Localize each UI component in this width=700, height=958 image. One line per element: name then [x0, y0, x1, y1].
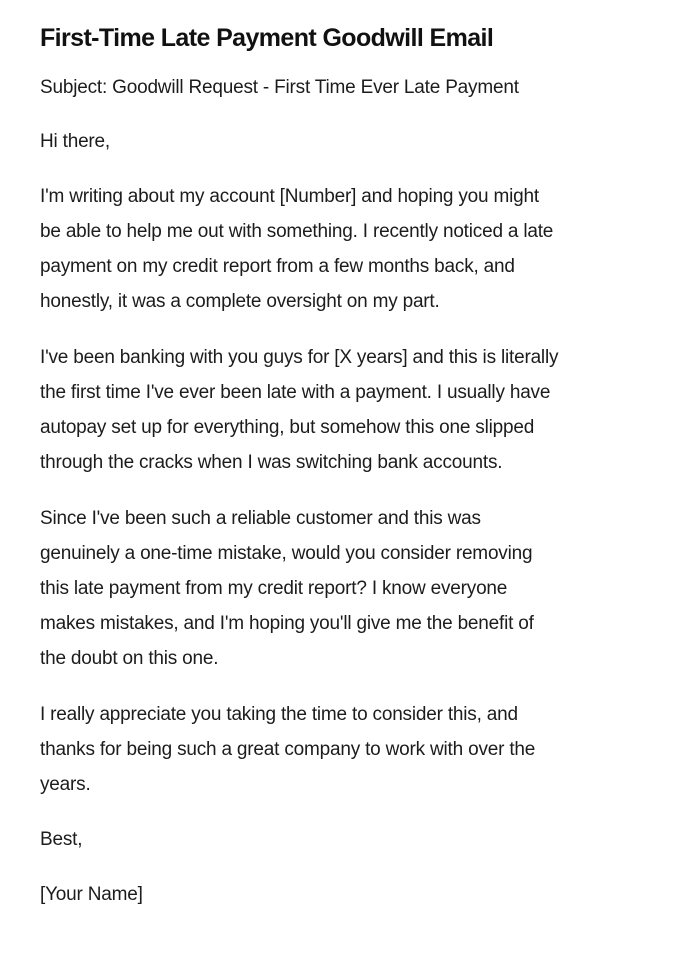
paragraph-line: the doubt on this one.	[40, 648, 219, 669]
paragraph-line: honestly, it was a complete oversight on my part.	[40, 291, 440, 312]
email-subject: Subject: Goodwill Request - First Time Ever Late Payment	[40, 77, 519, 98]
paragraph-line: autopay set up for everything, but somehow this one slipped	[40, 417, 535, 438]
paragraph-4	[40, 697, 650, 802]
paragraph-line: through the cracks when I was switching bank accounts.	[40, 452, 503, 473]
closing: Best,	[40, 829, 83, 850]
paragraph-line: years.	[40, 774, 91, 795]
paragraph-1	[40, 179, 650, 319]
paragraph-line: I'm writing about my account [Number] and hoping you might	[40, 186, 539, 207]
paragraph-line: I've been banking with you guys for [X years] and this is literally	[40, 347, 559, 368]
paragraph-line: payment on my credit report from a few months back, and	[40, 256, 515, 277]
signature: [Your Name]	[40, 884, 143, 905]
paragraph-line: I really appreciate you taking the time to consider this, and	[40, 704, 518, 725]
paragraph-line: the first time I've ever been late with a payment. I usually have	[40, 382, 551, 403]
paragraph-line: be able to help me out with something. I recently noticed a late	[40, 221, 554, 242]
paragraph-3	[40, 501, 650, 676]
paragraph-line: makes mistakes, and I'm hoping you'll give me the benefit of	[40, 613, 534, 634]
document-title: First-Time Late Payment Goodwill Email	[40, 24, 494, 52]
paragraph-line: Since I've been such a reliable customer and this was	[40, 508, 481, 529]
paragraph-2	[40, 340, 650, 480]
paragraph-line: this late payment from my credit report? I know everyone	[40, 578, 508, 599]
paragraph-line: genuinely a one-time mistake, would you consider removing	[40, 543, 533, 564]
greeting: Hi there,	[40, 131, 111, 152]
paragraph-line: thanks for being such a great company to work with over the	[40, 739, 536, 760]
